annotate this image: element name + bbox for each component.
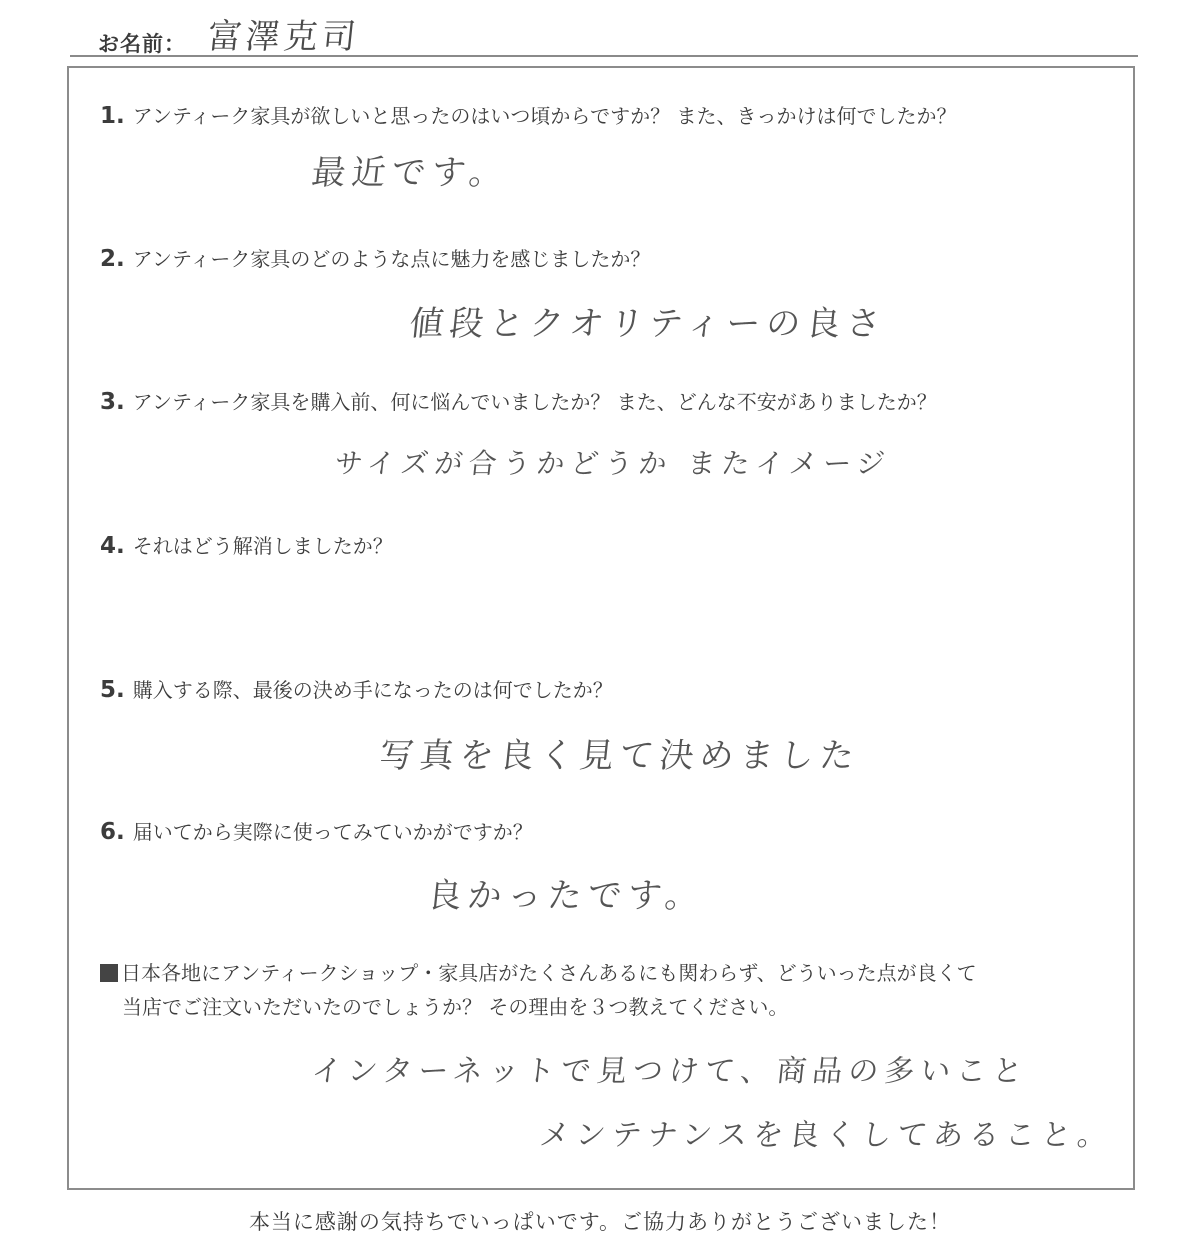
question-1: [100, 100, 957, 129]
question-text: 購入する際、最後の決め手になったのは何でしたか？: [132, 678, 613, 702]
question-number: 5.: [100, 677, 125, 703]
question-number: 6.: [100, 819, 125, 845]
question-3: [100, 386, 937, 415]
final-question: [100, 956, 977, 1024]
question-text: 届いてから実際に使ってみていかがですか？: [132, 820, 533, 844]
final-question-line-2: 当店でご注文いただいたのでしょうか？ その理由を３つ教えてください。: [122, 995, 789, 1019]
question-6: [100, 816, 533, 845]
thank-you-footer: 本当に感謝の気持ちでいっぱいです。ご協力ありがとうございました！: [248, 1210, 952, 1234]
question-text: アンティーク家具のどのような点に魅力を感じましたか？: [132, 247, 651, 271]
question-number: 4.: [100, 533, 125, 559]
name-label: お名前：: [98, 32, 186, 56]
final-answer-line-2: メンテナンスを良くしてあること。: [537, 1118, 1116, 1153]
answer-5: 写真を良く見て決めました: [377, 736, 862, 776]
answer-1: 最近です。: [309, 153, 512, 193]
question-number: 1.: [100, 103, 125, 129]
answer-3: サイズが合うかどうか またイメージ: [333, 447, 893, 480]
name-row: [98, 18, 360, 58]
question-text: それはどう解消しましたか？: [132, 534, 393, 558]
name-underline: [70, 55, 1138, 57]
question-number: 3.: [100, 389, 125, 415]
question-2: [100, 243, 650, 272]
answer-6: 良かったです。: [425, 876, 708, 916]
question-text: アンティーク家具が欲しいと思ったのはいつ頃からですか？ また、きっかけは何でしたか？: [132, 104, 957, 128]
question-4: [100, 530, 393, 559]
question-text: アンティーク家具を購入前、何に悩んでいましたか？ また、どんな不安がありましたか？: [132, 390, 937, 414]
name-value: 富澤克司: [205, 17, 362, 57]
square-bullet-icon: [100, 964, 118, 982]
question-5: [100, 674, 613, 703]
answer-2: 値段とクオリティーの良さ: [407, 304, 889, 344]
question-number: 2.: [100, 246, 125, 272]
final-answer-line-1: インターネットで見つけて、商品の多いこと: [309, 1054, 1031, 1089]
final-question-line-1: 日本各地にアンティークショップ・家具店がたくさんあるにも関わらず、どういった点が良くて: [100, 956, 977, 990]
